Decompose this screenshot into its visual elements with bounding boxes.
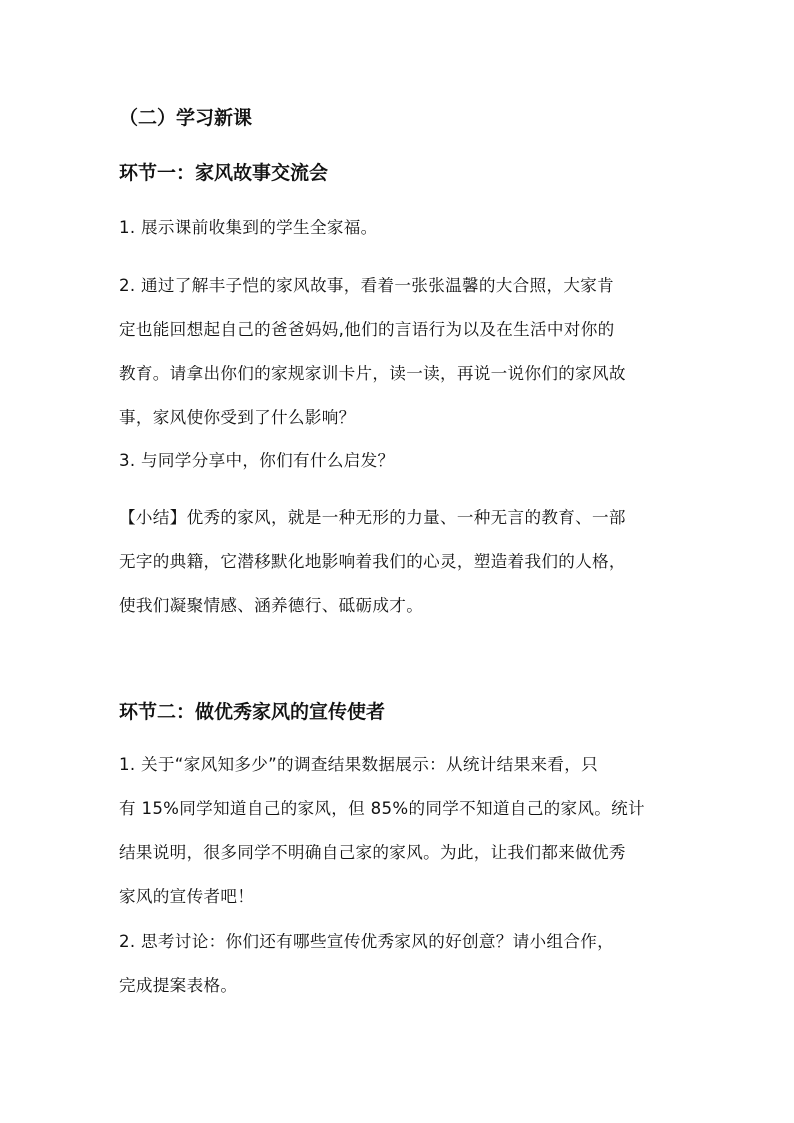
text-line: 【小结】优秀的家风，就是一种无形的力量、一种无言的教育、一部 [119, 508, 626, 527]
text-line: 完成提案表格。 [119, 976, 238, 995]
text-line: 无字的典籍，它潜移默化地影响着我们的心灵，塑造着我们的人格， [119, 552, 626, 571]
text-line: 有 15%同学知道自己的家风，但 85%的同学不知道自己的家风。统计 [119, 799, 645, 818]
part1-item1 [119, 206, 679, 250]
part1-item3 [119, 439, 679, 483]
text-line: 2. 通过了解丰子恺的家风故事，看着一张张温馨的大合照，大家肯 [119, 276, 615, 295]
text-line: 1. 展示课前收集到的学生全家福。 [119, 218, 378, 237]
part2-item1 [119, 743, 679, 919]
part2-heading: 环节二：做优秀家风的宣传使者 [119, 701, 386, 723]
part1-item2 [119, 264, 679, 440]
part1-summary [119, 496, 679, 628]
part1-heading: 环节一：家风故事交流会 [119, 162, 329, 184]
text-line: 定也能回想起自己的爸爸妈妈,他们的言语行为以及在生活中对你的 [119, 320, 615, 339]
text-line: 教育。请拿出你们的家规家训卡片，读一读，再说一说你们的家风故 [119, 364, 626, 383]
text-line: 使我们凝聚情感、涵养德行、砥砺成才。 [119, 596, 424, 615]
text-line: 事，家风使你受到了什么影响？ [119, 408, 356, 427]
text-line: 2. 思考讨论：你们还有哪些宣传优秀家风的好创意？请小组合作， [119, 932, 615, 951]
text-line: 3. 与同学分享中，你们有什么启发？ [119, 451, 395, 470]
text-line: 结果说明，很多同学不明确自己家的家风。为此，让我们都来做优秀 [119, 843, 626, 862]
text-line: 家风的宣传者吧！ [119, 887, 255, 906]
section-title: （二）学习新课 [119, 107, 253, 129]
part2-item2 [119, 920, 679, 1008]
text-line: 1. 关于“家风知多少”的调查结果数据展示：从统计结果来看，只 [119, 755, 599, 774]
